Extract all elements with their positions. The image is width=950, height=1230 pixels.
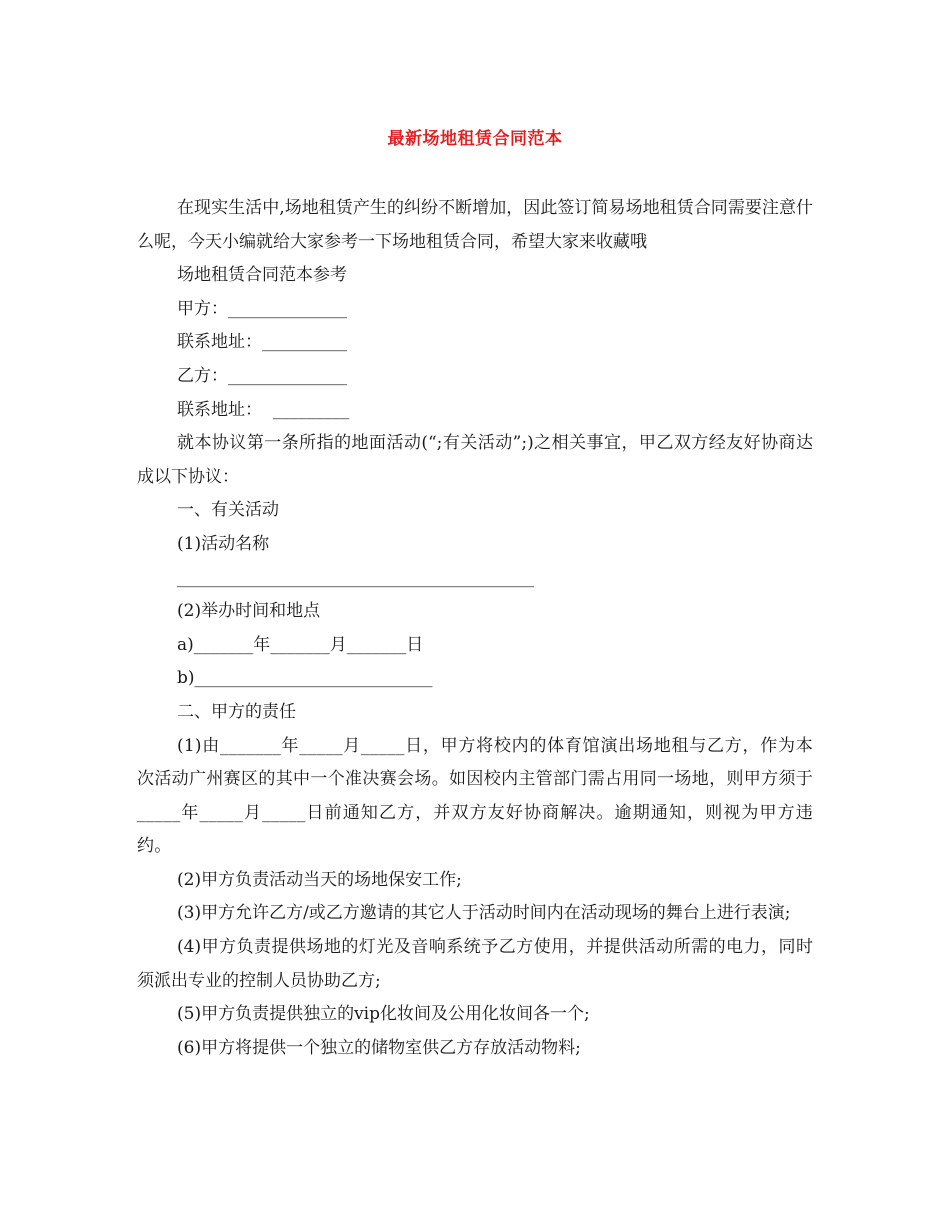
section1-item2-a: a)_______年_______月_______日 xyxy=(177,634,424,655)
section2-item-4: (4)甲方负责提供场地的灯光及音响系统予乙方使用，并提供活动所需的电力，同时须派出专业的控制人员协助乙方; xyxy=(137,937,813,991)
section2-item-3: (3)甲方允许乙方/或乙方邀请的其它人于活动时间内在活动现场的舞台上进行表演; xyxy=(177,903,791,924)
intro-paragraph: 在现实生活中,场地租赁产生的纠纷不断增加，因此签订简易场地租赁合同需要注意什么呢，今天小编就给大家参考一下场地租赁合同，希望大家来收藏哦 xyxy=(137,198,813,252)
agreement-paragraph: 就本协议第一条所指的地面活动(“;有关活动”;)之相关事宜，甲乙双方经友好协商达成以下协议： xyxy=(137,433,813,487)
document-body xyxy=(137,192,813,1065)
party-a-line: 甲方：______________ xyxy=(177,298,347,319)
section2-heading: 二、甲方的责任 xyxy=(177,701,296,722)
section1-item1-blank: __________________________________________ xyxy=(177,567,534,588)
section1-item2: (2)举办时间和地点 xyxy=(177,601,321,622)
section1-item1: (1)活动名称 xyxy=(177,533,270,554)
section2-item-5: (5)甲方负责提供独立的vip化妆间及公用化妆间各一个; xyxy=(177,1004,590,1025)
address-b-line: 联系地址： _________ xyxy=(177,399,350,420)
address-a-line: 联系地址：__________ xyxy=(177,332,347,353)
section2-item-6: (6)甲方将提供一个独立的储物室供乙方存放活动物料; xyxy=(177,1037,581,1058)
section2-item-1: (1)由_______年_____月_____日，甲方将校内的体育馆演出场地租与乙方，作为本次活动广州赛区的其中一个准决赛会场。如因校内主管部门需占用同一场地，则甲方须于_____年_____月_____日前通知乙方，并双方友好协商解决。逾期通知，则视为甲方违约。 xyxy=(137,735,813,857)
document-title: 最新场地租赁合同范本 xyxy=(387,129,563,149)
section1-item2-b: b)____________________________ xyxy=(177,668,433,689)
party-b-line: 乙方：______________ xyxy=(177,365,347,386)
section1-heading: 一、有关活动 xyxy=(177,500,279,521)
subtitle-line: 场地租赁合同范本参考 xyxy=(177,265,347,286)
section2-item-2: (2)甲方负责活动当天的场地保安工作; xyxy=(177,869,462,890)
